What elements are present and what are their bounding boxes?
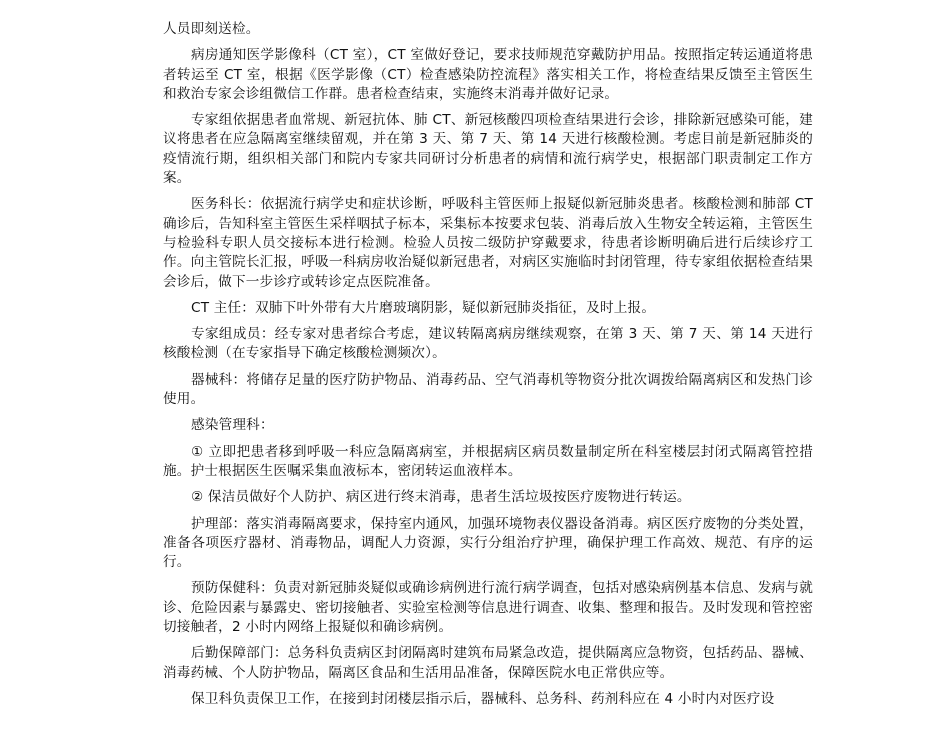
paragraph-security: 保卫科负责保卫工作，在接到封闭楼层指示后，器械科、总务科、药剂科应在 4 小时内对医疗设 (191, 690, 775, 707)
paragraph-expert-members: 专家组成员：经专家对患者综合考虑，建议转隔离病房继续观察，在第 3 天、第 7 天、第 14 天进行核酸检测（在专家指导下确定核酸检测频次）。 (163, 326, 813, 362)
paragraph-infection-control-item-1: ① 立即把患者移到呼吸一科应急隔离病室，并根据病区病员数量制定所在科室楼层封闭式隔离管控措施。护士根据医生医嘱采集血液标本，密闭转运血液样本。 (163, 443, 813, 479)
paragraph-ct-director: CT 主任：双肺下叶外带有大片磨玻璃阴影，疑似新冠肺炎指征，及时上报。 (191, 299, 656, 316)
document-body (163, 20, 813, 716)
paragraph-ct-notification: 病房通知医学影像科（CT 室），CT 室做好登记，要求技师规范穿戴防护用品。按照指定转运通道将患者转运至 CT 室，根据《医学影像（CT）检查感染防控流程》落实相关工作，将检查结果反馈至主管医生和救治专家会诊组微信工作群。患者检查结束，实施终末消毒并做好记录。 (163, 47, 813, 102)
paragraph-preventive-care: 预防保健科：负责对新冠肺炎疑似或确诊病例进行流行病学调查，包括对感染病例基本信息、发病与就诊、危险因素与暴露史、密切接触者、实验室检测等信息进行调查、收集、整理和报告。及时发现和管控密切接触者，2 小时内网络上报疑似和确诊病例。 (163, 580, 813, 636)
paragraph-infection-control-item-2: ② 保洁员做好个人防护、病区进行终末消毒，患者生活垃圾按医疗废物进行转运。 (191, 489, 691, 506)
paragraph-expert-consultation: 专家组依据患者血常规、新冠抗体、肺 CT、新冠核酸四项检查结果进行会诊，排除新冠感染可能，建议将患者在应急隔离室继续留观，并在第 3 天、第 7 天、第 14 天进行核酸检测。考虑目前是新冠肺炎的疫情流行期，组织相关部门和院内专家共同研讨分析患者的病情和流行病学史，根据部门职责制定工作方案。 (163, 112, 813, 187)
paragraph-nursing-dept: 护理部：落实消毒隔离要求，保持室内通风，加强环境物表仪器设备消毒。病区医疗废物的分类处置，准备各项医疗器材、消毒物品，调配人力资源，实行分组治疗护理，确保护理工作高效、规范、有序的运行。 (163, 515, 813, 571)
paragraph-equipment-dept: 器械科：将储存足量的医疗防护物品、消毒药品、空气消毒机等物资分批次调拨给隔离病区和发热门诊使用。 (163, 371, 813, 408)
paragraph-medical-affairs: 医务科长：依据流行病学史和症状诊断，呼吸科主管医师上报疑似新冠肺炎患者。核酸检测和肺部 CT 确诊后，告知科室主管医生采样咽拭子标本，采集标本按要求包装、消毒后放入生物安全转运箱，主管医生与检验科专职人员交接标本进行检测。检验人员按二级防护穿戴要求，待患者诊断明确后进行后续诊疗工作。向主管院长汇报，呼吸一科病房收治疑似新冠患者，对病区实施临时封闭管理，待专家组依据检查结果会诊后，做下一步诊疗或转诊定点医院准备。 (163, 196, 813, 290)
paragraph-infection-control-heading: 感染管理科： (191, 417, 274, 434)
paragraph-logistics: 后勤保障部门：总务科负责病区封闭隔离时建筑布局紧急改造，提供隔离应急物资，包括药品、器械、消毒药械、个人防护物品，隔离区食品和生活用品准备，保障医院水电正常供应等。 (163, 645, 813, 681)
paragraph-continuation: 人员即刻送检。 (163, 21, 260, 37)
